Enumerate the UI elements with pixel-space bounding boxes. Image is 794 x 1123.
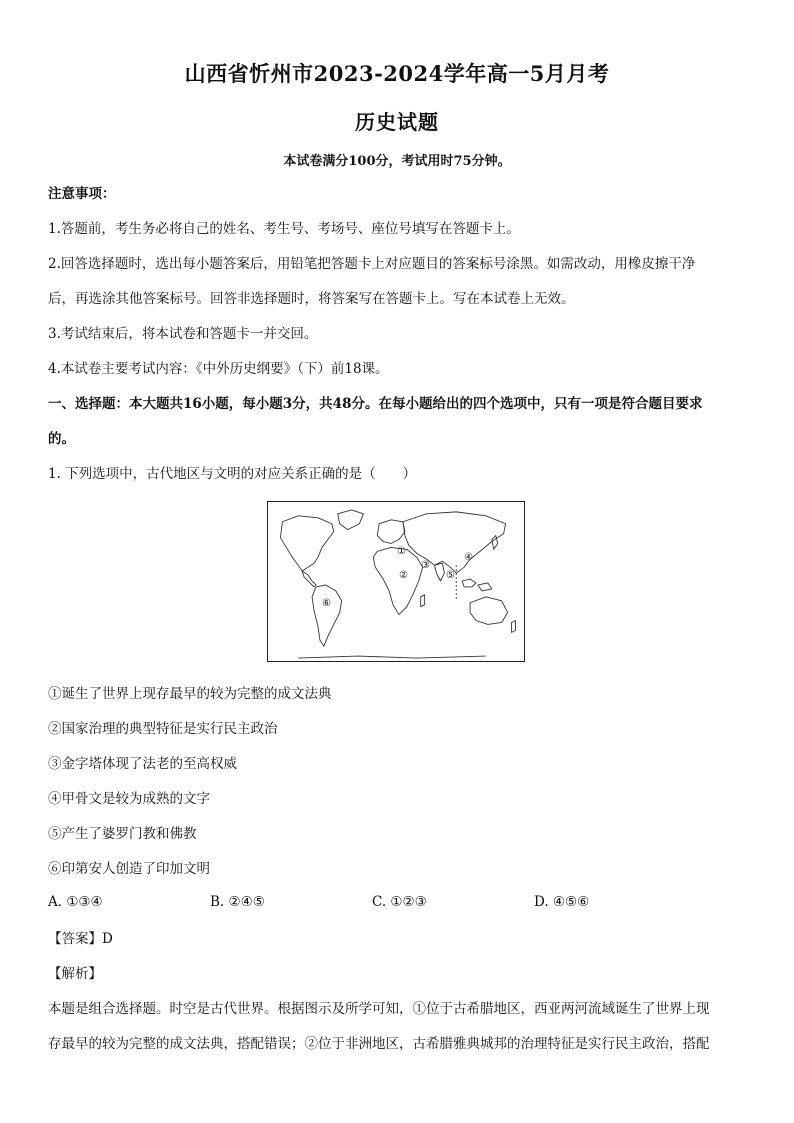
- notice-item-2-line-2: 后，再选涂其他答案标号。回答非选择题时，将答案写在答题卡上。写在本试卷上无效。: [48, 291, 575, 307]
- analysis-line-2: 存最早的较为完整的成文法典，搭配错误；②位于非洲地区，古希腊雅典城邦的治理特征是实行民主政治，搭配: [48, 1036, 710, 1052]
- notice-item-2-line-1: 2.回答选择题时，选出每小题答案后，用铅笔把答题卡上对应题目的答案标号涂黑。如需改动，用橡皮擦干净: [48, 256, 696, 272]
- exam-subject: 历史试题: [355, 110, 439, 134]
- world-map-outline: [268, 502, 524, 661]
- analysis-line-1: 本题是组合选择题。时空是古代世界。根据图示及所学可知，①位于古希腊地区，西亚两河流域诞生了世界上现: [48, 1001, 710, 1017]
- option-a: A. ①③④: [48, 894, 103, 910]
- notice-heading: 注意事项：: [48, 186, 116, 202]
- statement-6: ⑥印第安人创造了印加文明: [48, 861, 210, 877]
- option-b: B. ②④⑤: [210, 894, 265, 910]
- exam-info: 本试卷满分100分，考试用时75分钟。: [283, 154, 511, 169]
- statement-3: ③金字塔体现了法老的至高权威: [48, 756, 237, 772]
- map-marker-4: ④: [464, 552, 473, 563]
- answer: 【答案】D: [48, 931, 113, 947]
- statement-5: ⑤产生了婆罗门教和佛教: [48, 826, 197, 842]
- map-marker-1: ①: [397, 546, 406, 557]
- notice-item-4: 4.本试卷主要考试内容：《中外历史纲要》（下）前18课。: [48, 361, 389, 377]
- notice-item-1: 1.答题前，考生务必将自己的姓名、考生号、考场号、座位号填写在答题卡上。: [48, 221, 520, 237]
- map-marker-6: ⑥: [322, 598, 331, 609]
- map-marker-3: ③: [421, 560, 430, 571]
- statement-2: ②国家治理的典型特征是实行民主政治: [48, 721, 278, 737]
- section-heading-line-2: 的。: [48, 431, 75, 447]
- option-d: D. ④⑤⑥: [534, 894, 590, 910]
- question-1-stem: 1. 下列选项中，古代地区与文明的对应关系正确的是（ ）: [48, 466, 417, 482]
- option-c: C. ①②③: [372, 894, 427, 910]
- map-marker-5: ⑤: [446, 570, 455, 581]
- statement-4: ④甲骨文是较为成熟的文字: [48, 791, 210, 807]
- statement-1: ①诞生了世界上现存最早的较为完整的成文法典: [48, 686, 332, 702]
- map-marker-2: ②: [399, 570, 408, 581]
- notice-item-3: 3.考试结束后，将本试卷和答题卡一并交回。: [48, 326, 318, 342]
- world-map: [267, 501, 525, 662]
- analysis-heading: 【解析】: [48, 966, 102, 982]
- section-heading-line-1: 一、选择题：本大题共16小题，每小题3分，共48分。在每小题给出的四个选项中，只有一项是符合题目要求: [48, 396, 703, 412]
- exam-title: 山西省忻州市2023-2024学年高一5月月考: [184, 61, 610, 86]
